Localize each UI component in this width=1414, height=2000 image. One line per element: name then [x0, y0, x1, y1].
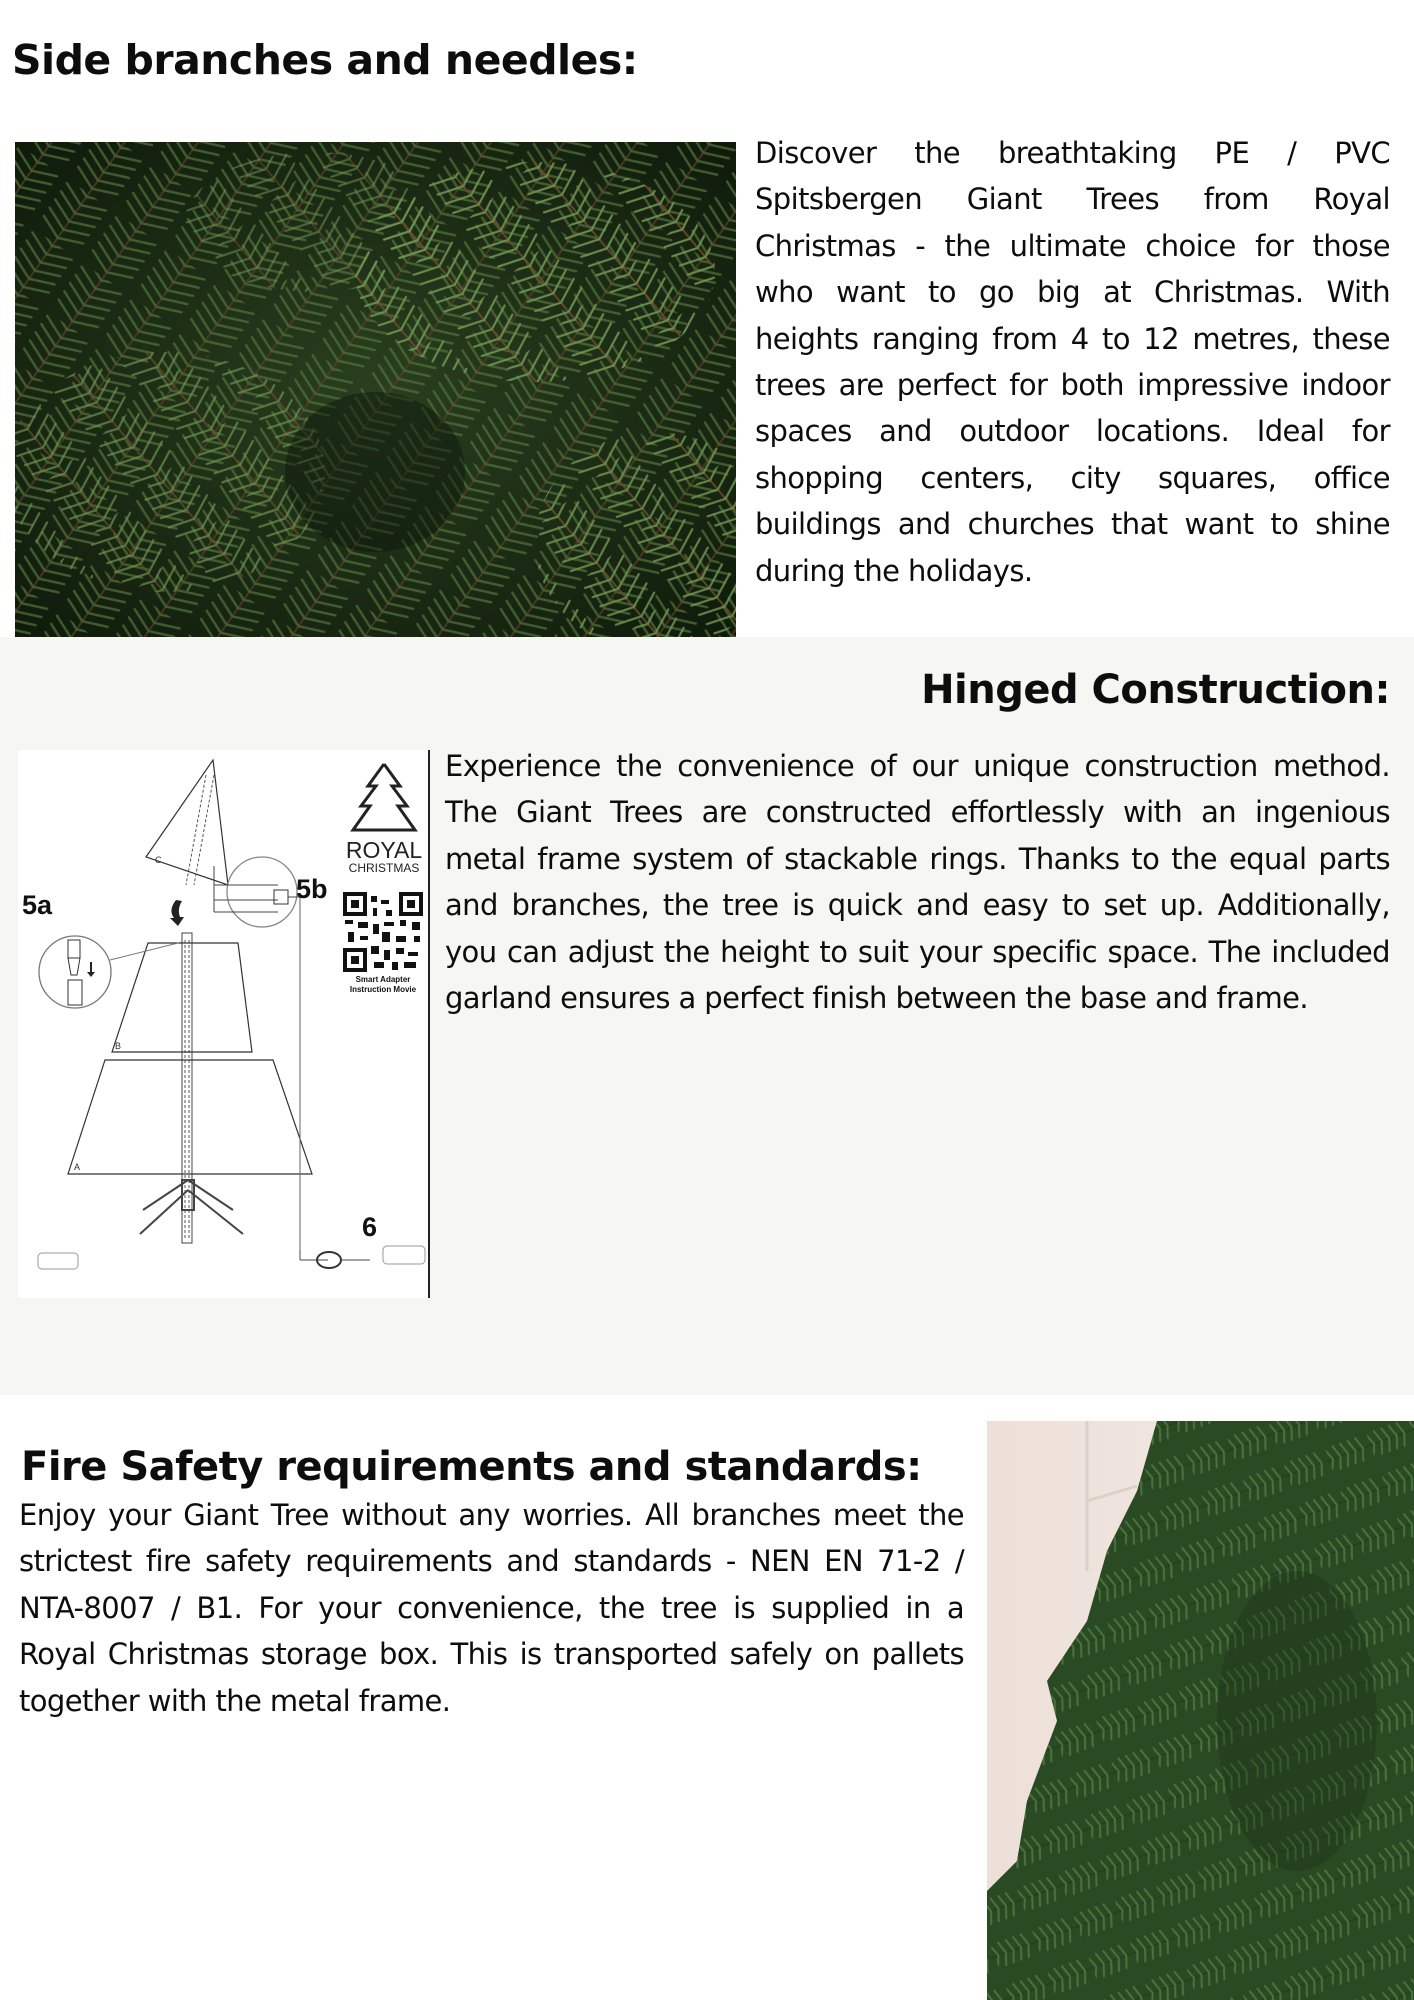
section-body-needles: Discover the breathtaking PE / PVC Spitsbergen Giant Trees from Royal Christmas - the ultimate choice for those who want to go big at Christmas. With heights ranging from 4 to 12 metres, these trees are perfect for both impressive indoor spaces and outdoor locations. Ideal for shopping centers, city squares, office buildings and churches that want to shine during the holidays.: [755, 136, 1390, 588]
section-body-fire-safety: Enjoy your Giant Tree without any worries. All branches meet the strictest fire safety requirements and standards - NEN EN 71-2 / NTA-8007 / B1. For your convenience, the tree is supplied in a Royal Christmas storage box. This is transported safely on pallets together with the metal frame.: [19, 1498, 964, 1718]
step-label-5b: 5b: [296, 874, 328, 904]
pine-needles-image: [15, 142, 736, 637]
tree-photo: [987, 1421, 1414, 2000]
section-title-fire-safety: Fire Safety requirements and standards:: [21, 1444, 922, 1490]
brand-christmas: CHRISTMAS: [348, 861, 420, 875]
royal-christmas-tree-logo: [353, 764, 415, 830]
qr-caption-line2: Instruction Movie: [349, 985, 417, 994]
brand-royal: ROYAL: [345, 837, 423, 863]
needles-photo: [15, 142, 736, 637]
hinged-construction-section: [0, 637, 1414, 1395]
label-section-a: A: [74, 1162, 81, 1172]
section-body-hinged: Experience the convenience of our unique construction method. The Giant Trees are constructed effortlessly with an ingenious metal frame system of stackable rings. Thanks to the equal parts and branches, the tree is quick and easy to set up. Additionally, you can adjust the height to suit your specific space. The included garland ensures a perfect finish between the base and frame.: [445, 749, 1390, 1016]
tree-section-c: [146, 760, 228, 885]
arrow-down-icon: [170, 900, 184, 926]
step-label-5a: 5a: [22, 890, 53, 920]
qr-code: [344, 893, 422, 971]
step-label-6: 6: [362, 1212, 378, 1242]
section-title-hinged: Hinged Construction:: [921, 667, 1390, 713]
assembly-diagram-drawing: [18, 750, 428, 1298]
qr-caption-line1: Smart Adapter: [355, 975, 411, 984]
label-section-b: B: [115, 1041, 122, 1051]
diagram-divider: [428, 750, 430, 1298]
section-title-needles: Side branches and needles:: [12, 36, 638, 84]
christmas-tree-image: [987, 1421, 1414, 2000]
label-section-c: C: [155, 855, 162, 865]
tree-section-a: [68, 1060, 312, 1174]
assembly-diagram: [18, 750, 428, 1298]
